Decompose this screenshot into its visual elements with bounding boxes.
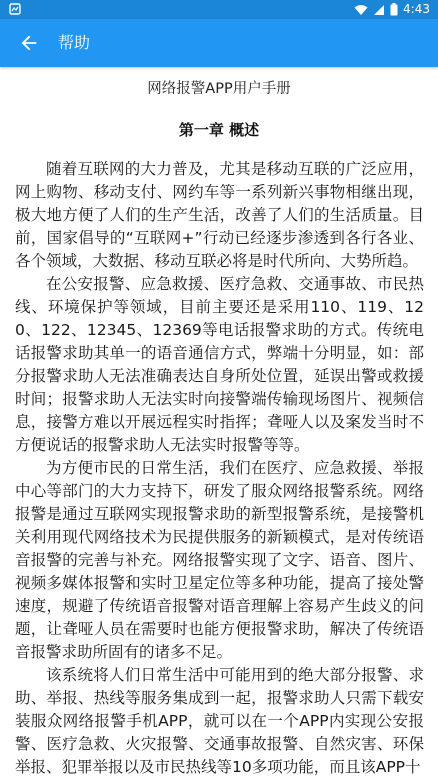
page-title: 帮助	[58, 33, 91, 52]
status-time: 4:43	[403, 2, 430, 16]
document-body	[15, 158, 424, 779]
paragraph: 在公安报警、应急救援、医疗急救、交通事故、市民热线、环境保护等领域，目前主要还是采用110、119、120、122、12345、12369等电话报警求助的方式。传统电话报警求助其单一的语音通信方式，弊端十分明显，如：部分报警求助人无法准确表达自身所处位置，延误出警或救援时间；报警求助人无法实时向接警端传输现场图片、视频信息，接警方难以开展远程实时指挥；聋哑人以及案发当时不方便说话的报警求助人无法实时报警等等。	[15, 275, 424, 454]
notification-icon	[9, 3, 21, 15]
help-content[interactable]	[0, 67, 438, 780]
paragraph: 随着互联网的大力普及，尤其是移动互联的广泛应用，网上购物、移动支付、网约车等一系列新兴事物相继出现，极大地方便了人们的生产生活，改善了人们的生活质量。目前，国家倡导的“互联网+”行动已经逐步渗透到各行各业、各个领域，大数据、移动互联必将是时代所向、大势所趋。	[15, 160, 424, 270]
document-title: 网络报警APP用户手册	[147, 81, 291, 97]
paragraph: 该系统将人们日常生活中可能用到的绝大部分报警、求助、举报、热线等服务集成到一起，报警求助人只需下载安装服众网络报警手机APP，就可以在一个APP内实现公安报警、医疗急救、火灾报警、交通事故报警、自然灾害、环保举报、犯罪举报以及市民热线等10多项功能，而且该APP十	[15, 666, 424, 776]
arrow-left-icon[interactable]	[18, 32, 40, 54]
app-bar	[0, 19, 438, 67]
status-bar	[0, 0, 438, 19]
paragraph: 为方便市民的日常生活，我们在医疗、应急救援、举报中心等部门的大力支持下，研发了服众网络报警系统。网络报警是通过互联网实现报警求助的新型报警系统，是接警机关利用现代网络技术为民提供服务的新颖模式，是对传统语音报警的完善与补充。网络报警实现了文字、语音、图片、视频多媒体报警和实时卫星定位等多种功能，提高了接处警速度，规避了传统语音报警对语音理解上容易产生歧义的问题，让聋哑人员在需要时也能方便报警求助，解决了传统语音报警求助所固有的诸多不足。	[15, 459, 424, 661]
chapter-heading: 第一章 概述	[178, 121, 260, 139]
wifi-icon	[354, 4, 368, 16]
battery-icon	[390, 3, 398, 16]
signal-icon	[373, 4, 385, 16]
